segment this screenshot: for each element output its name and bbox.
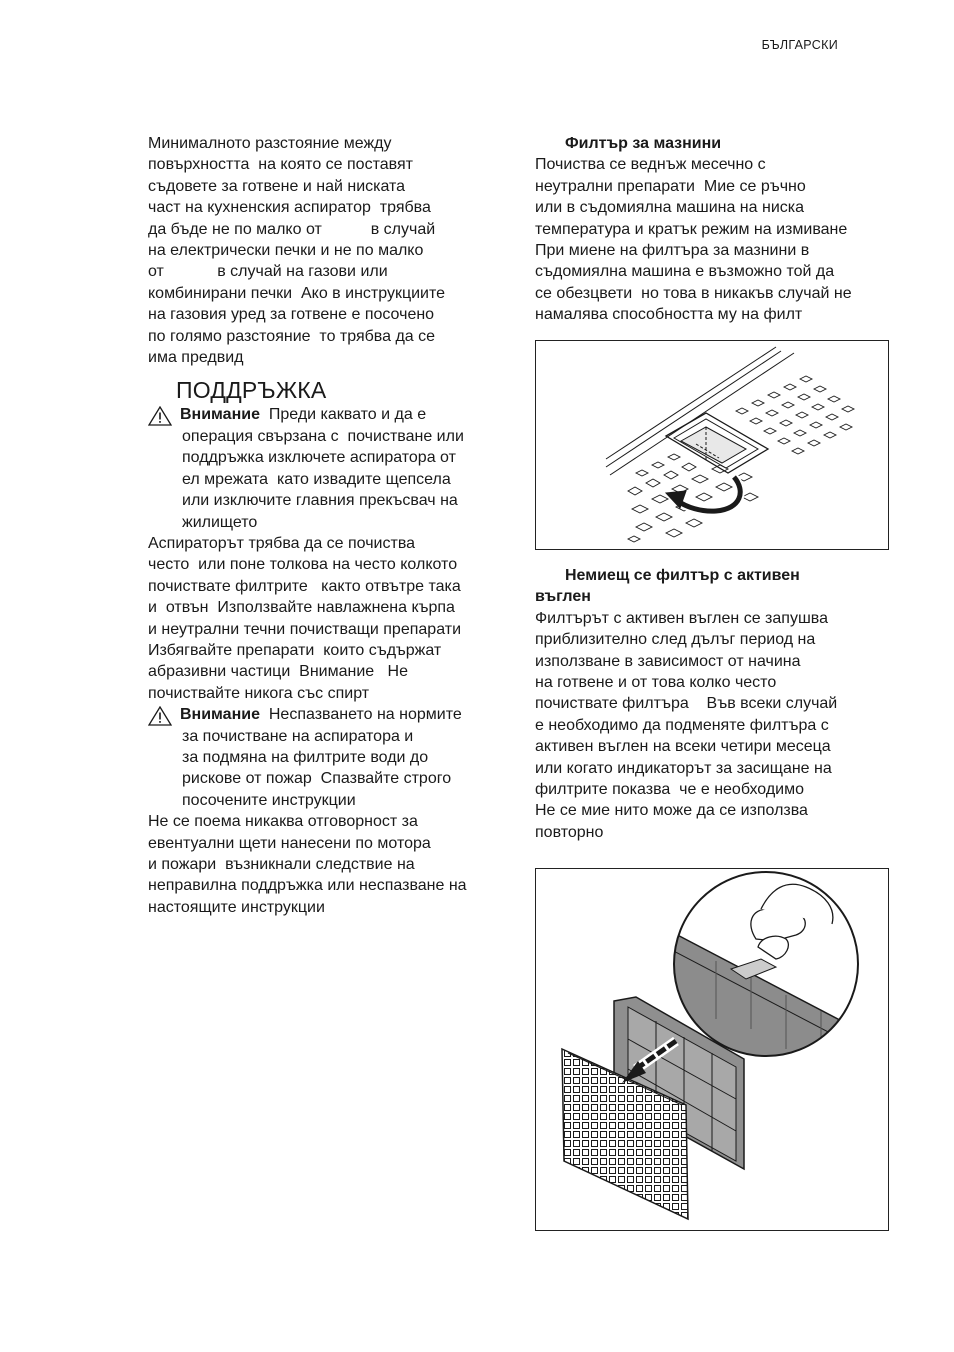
text-line: поддръжка изключете аспиратора от xyxy=(182,449,456,467)
text-line: съдовете за готвене и най ниската xyxy=(148,177,406,195)
text-line: на газовия уред за готвене е посочено xyxy=(148,306,435,324)
carbon-filter-section xyxy=(535,565,895,843)
text-line: Неспазването на нормите xyxy=(259,706,462,724)
text-line: за подмяна на филтрите води до xyxy=(182,748,429,766)
text-line: да бъде не по малко от в случай xyxy=(148,220,436,238)
text-line: почиствайте никога със спирт xyxy=(148,684,370,702)
carbon-filter-illustration xyxy=(535,868,889,1231)
text-line: комбинирани печки Ако в инструкциите xyxy=(148,284,446,302)
carbon-filter-title: Немиещ се филтър с активен xyxy=(565,567,800,584)
text-line: жилището xyxy=(182,513,258,531)
warning-triangle-icon xyxy=(148,406,172,426)
text-line: евентуални щети нанесени по мотора xyxy=(148,834,431,852)
text-line: повърхността на която се поставят xyxy=(148,156,413,174)
text-line: посочените инструкции xyxy=(182,791,356,809)
text-line: почиствате филтъра Във всеки случай xyxy=(535,695,838,713)
intro-paragraph xyxy=(148,133,508,368)
text-line: съдомиялна машина е възможно той да xyxy=(535,263,835,281)
grease-filter-illustration xyxy=(535,340,889,550)
text-line: Почиства се веднъж месечно с xyxy=(535,156,766,174)
text-line: настоящите инструкции xyxy=(148,898,325,916)
text-line: по голямо разстояние то трябва да се xyxy=(148,327,436,345)
text-line: от в случай на газови или xyxy=(148,263,388,281)
text-line: При миене на филтъра за мазнини в xyxy=(535,242,810,260)
text-line: или когато индикаторът за засищане на xyxy=(535,759,832,777)
text-line: рискове от пожар Спазвайте строго xyxy=(182,770,452,788)
section-heading: ПОДДРЪЖКА xyxy=(176,377,327,404)
text-line: неутрални препарати Мие се ръчно xyxy=(535,177,806,195)
warning-label: Внимание xyxy=(180,706,260,724)
text-line: намалява способността му на филт xyxy=(535,306,803,324)
text-line: приблизително след дълъг период на xyxy=(535,631,816,649)
text-line: Не се мие нито може да се използва xyxy=(535,802,808,820)
grease-filter-section xyxy=(535,133,895,326)
text-line: операция свързана с почистване или xyxy=(182,427,464,445)
warning-block-2 xyxy=(148,704,508,811)
text-line: на електрически печки и не по малко xyxy=(148,242,424,260)
text-line: част на кухненския аспиратор трябва xyxy=(148,199,431,217)
warning-label: Внимание xyxy=(180,406,260,424)
text-line: Не се поема никаква отговорност за xyxy=(148,813,418,831)
text-line: и неутрални течни почистващи препарати xyxy=(148,620,461,638)
cleaning-paragraph xyxy=(148,533,508,704)
page-language-label: БЪЛГАРСКИ xyxy=(761,38,838,52)
text-line: на готвене и от това колко често xyxy=(535,674,777,692)
text-line: активен въглен на всеки четири месеца xyxy=(535,738,831,756)
text-line: неправилна поддръжка или неспазване на xyxy=(148,877,467,895)
text-line: почиствате филтрите както отвътре така xyxy=(148,577,461,595)
text-line: Минималното разстояние между xyxy=(148,135,392,152)
liability-paragraph xyxy=(148,811,508,918)
text-line: и пожари възникнали следствие на xyxy=(148,856,415,873)
text-line: абразивни частици Внимание Не xyxy=(148,663,408,681)
left-column xyxy=(148,133,508,918)
text-line: температура и кратък режим на измиване xyxy=(535,220,848,238)
grease-filter-title: Филтър за мазнини xyxy=(565,135,722,152)
carbon-filter-title-cont: въглен xyxy=(535,588,591,606)
text-line: за почистване на аспиратора и xyxy=(182,727,414,745)
warning-triangle-icon xyxy=(148,706,172,726)
warning-block-1 xyxy=(148,404,508,532)
right-column xyxy=(535,133,895,326)
text-line: Филтърът с активен въглен се запушва xyxy=(535,609,828,627)
text-line: често или поне толкова на често колкото xyxy=(148,556,458,574)
text-line: и отвън Използвайте навлажнена кърпа xyxy=(148,599,455,617)
text-line: има предвид xyxy=(148,349,244,367)
text-line: или изключите главния прекъсвач на xyxy=(182,492,458,510)
text-line: е необходимо да подменяте филтъра с xyxy=(535,716,829,734)
text-line: се обезцвети но това в никакъв случай не xyxy=(535,284,852,302)
text-line: Преди каквато и да е xyxy=(259,406,427,424)
text-line: филтрите показва че е необходимо xyxy=(535,781,804,799)
text-line: повторно xyxy=(535,823,604,841)
text-line: използване в зависимост от начина xyxy=(535,652,801,670)
text-line: Избягвайте препарати които съдържат xyxy=(148,641,442,659)
text-line: Аспираторът трябва да се почиства xyxy=(148,534,416,552)
text-line: или в съдомиялна машина на ниска xyxy=(535,199,805,217)
text-line: ел мрежата като извадите щепсела xyxy=(182,470,451,488)
